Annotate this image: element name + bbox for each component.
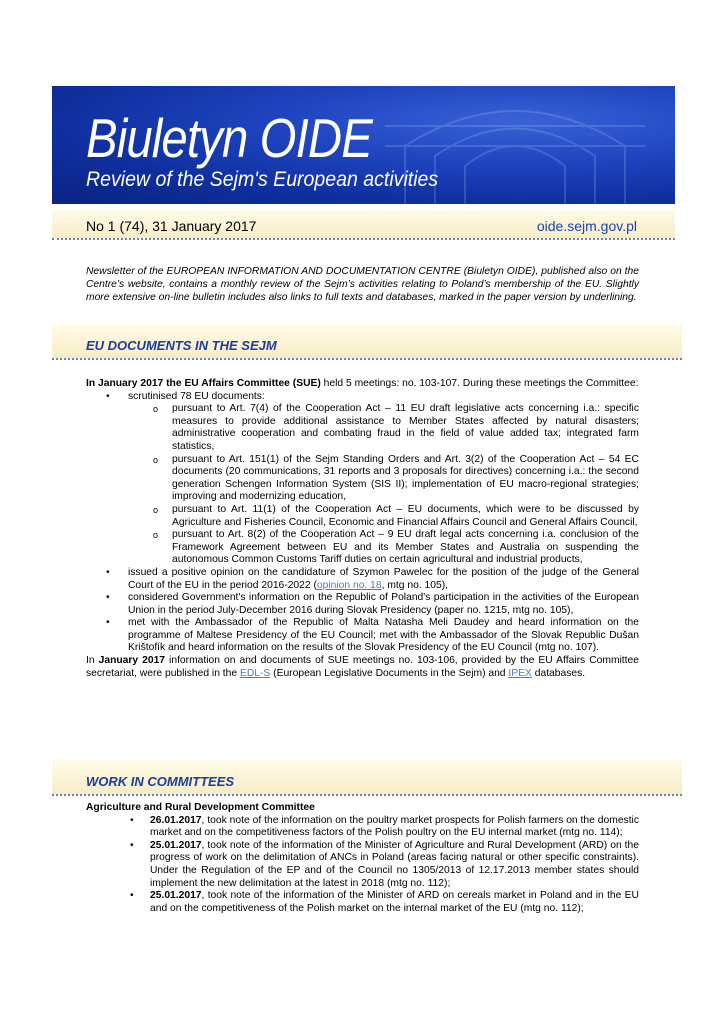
opinion-text: issued a positive opinion on the candidature of Szymon Pawelec for the position of the judge of the General Court of the EU in the period 2016-2022 ( — [128, 566, 639, 591]
section-committees-body — [86, 802, 639, 915]
section-header-committees — [52, 760, 682, 796]
closing-pre: In — [86, 655, 99, 667]
activity-list — [86, 391, 639, 655]
item-text: , took note of the information on the poultry market prospects for Polish farmers on the domestic market and on the competitiveness factors of the Polish poultry on the EU internal market (mtg no. 114); — [150, 814, 639, 839]
document-sublist — [128, 403, 639, 567]
edls-link[interactable]: EDL-S — [239, 667, 271, 679]
list-item: o pursuant to Art. 8(2) of the Cooperation Act – 9 EU draft legal acts concerning i.a. conclusion of the Framework Agreement between EU and its Member States and Australia on suspending the autonomous Common Customs Tariff duties on certain agricultural and industrial products, — [128, 529, 639, 567]
item-date: 25.01.2017 — [150, 890, 202, 902]
opinion-link[interactable]: opinion no. 18 — [316, 579, 382, 591]
section-heading: WORK IN COMMITTEES — [86, 774, 235, 789]
item-date: 26.01.2017 — [150, 814, 202, 826]
list-item: o pursuant to Art. 151(1) of the Sejm Standing Orders and Art. 3(2) of the Cooperation Act – 54 EC documents (20 communications, 31 reports and 3 proposals for directives) concerning i.a.: the second generation Schengen Information System (SIS II); implementation of EU macro-regional strategies; improving and modernizing education, — [128, 454, 639, 504]
closing-mid2: (European Legislative Documents in the Sejm) and — [270, 667, 509, 679]
committee-list — [86, 815, 639, 916]
section-eu-documents-body — [86, 378, 639, 680]
bulletin-subtitle: Review of the Sejm's European activities — [86, 168, 439, 191]
section-header-eu-documents — [52, 324, 682, 360]
issue-bar — [52, 210, 675, 240]
list-item: o pursuant to Art. 11(1) of the Cooperation Act – EU documents, which were to be discussed by Agriculture and Fisheries Council, Economic and Financial Affairs Council and General Affairs Council, — [128, 504, 639, 529]
intro-paragraph: Newsletter of the EUROPEAN INFORMATION AND DOCUMENTATION CENTRE (Biuletyn OIDE), published also on the Centre’s website, contains a monthly review of the Sejm’s activities relating to Poland’s membership of the EU. Slightly more extensive on-line bulletin includes also links to full texts and databases, marked in the paper version by underlining. — [86, 266, 639, 303]
masthead-banner — [52, 86, 675, 204]
list-item: o pursuant to Art. 7(4) of the Cooperation Act – 11 EU draft legislative acts concerning i.a.: specific measures to provide additional assistance to Member States affected by natural disasters; administrative cooperation and combating fraud in the field of value added tax; integrated farm statistics, — [128, 403, 639, 453]
item-text: , took note of the information of the Minister of ARD on cereals market in Poland and in the EU and on the competitiveness of the Polish market on the internal market of the EU (mtg no. 112); — [150, 890, 639, 914]
closing-post: databases. — [531, 667, 586, 679]
lead-bold: In January 2017 the EU Affairs Committee (SUE) — [86, 378, 321, 389]
closing-bold: January 2017 — [98, 655, 166, 667]
opinion-tail: , mtg no. 105), — [381, 579, 449, 591]
website-link[interactable]: oide.sejm.gov.pl — [536, 218, 637, 234]
section-heading: EU DOCUMENTS IN THE SEJM — [86, 338, 277, 353]
list-item: • considered Government's information on the Republic of Poland's participation in the activities of the European Union in the period July-December 2016 during Slovak Presidency (paper no. 1215, mtg no. 105), — [86, 592, 639, 617]
list-item — [86, 567, 639, 592]
closing-paragraph — [86, 655, 639, 680]
ipex-link[interactable]: IPEX — [508, 667, 532, 679]
list-item — [86, 890, 639, 915]
lead-paragraph — [86, 378, 639, 391]
closing-mid: information on and documents of SUE meetings no. 103-106, provided by the EU Affairs Committee secretariat, were published in the — [86, 655, 639, 679]
lead-rest: held 5 meetings: no. 103-107. During these meetings the Committee: — [320, 378, 639, 389]
committee-name: Agriculture and Rural Development Committee — [86, 802, 315, 813]
list-item — [86, 391, 639, 567]
scrutinised-label: scrutinised 78 EU documents: — [128, 390, 265, 402]
item-date: 25.01.2017 — [150, 839, 202, 851]
list-item — [86, 815, 639, 840]
bulletin-title: Biuletyn OIDE — [86, 107, 372, 169]
issue-number: No 1 (74), 31 January 2017 — [86, 218, 257, 234]
list-item: • met with the Ambassador of the Republic of Malta Natasha Meli Daudey and heard information on the programme of Maltese Presidency of the EU Council; met with the Ambassador of the Slovak Republic Dušan Krištofík and heard information on the results of the Slovak Presidency of the EU Council (mtg no. 107). — [86, 617, 639, 655]
item-text: , took note of the information of the Minister of Agriculture and Rural Development (ARD) on the progress of work on the delimitation of ANCs in Poland (areas facing natural or other specific constraints). Under the Regulation of the EP and of the Council no 1305/2013 of 12.17.2013 member states should implement the new delimitation at the latest in 2018 (mtg no. 112); — [150, 839, 639, 889]
list-item — [86, 840, 639, 890]
